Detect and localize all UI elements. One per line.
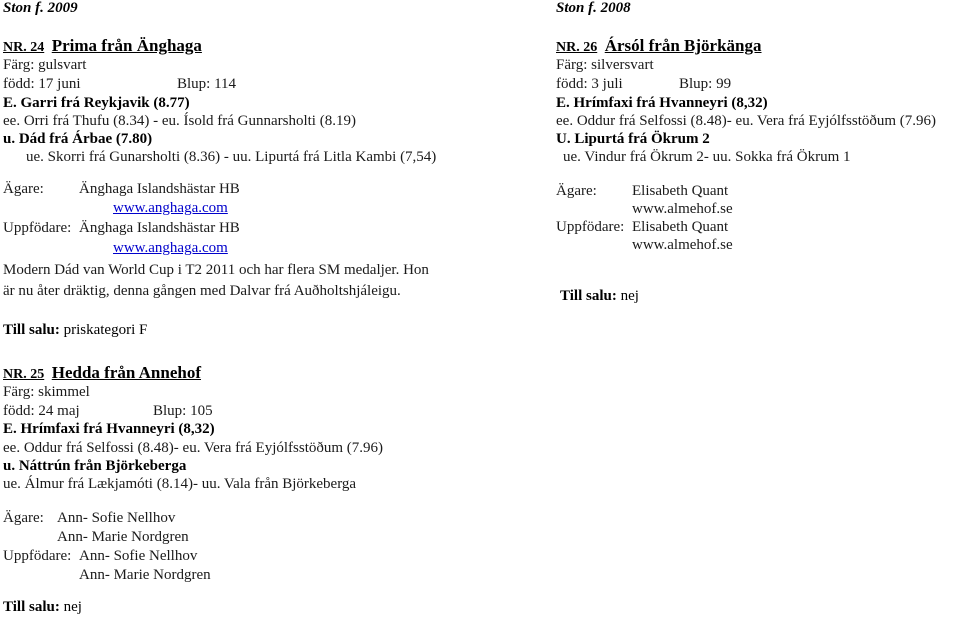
dam-line: u. Dád frá Árbae (7.80) — [3, 131, 153, 147]
dam-parents-line: ue. Vindur frá Ökrum 2- uu. Sokka frá Ökrum 1 — [563, 149, 851, 165]
color-line: Färg: silversvart — [556, 57, 654, 73]
dam-parents-line: ue. Álmur frá Lækjamóti (8.14)- uu. Vala från Björkeberga — [3, 476, 357, 492]
birth-line: född: 3 juli — [556, 76, 623, 92]
color-line: Färg: gulsvart — [3, 57, 87, 73]
breeder-name-2: Ann- Marie Nordgren — [79, 567, 211, 583]
horse-26-heading — [556, 37, 762, 56]
dam-parents-line: ue. Skorri frá Gunarsholti (8.36) - uu. Lipurtá frá Litla Kambi (7,54) — [26, 149, 437, 165]
breeder-name: Elisabeth Quant — [632, 219, 729, 235]
owner-name-2: Ann- Marie Nordgren — [57, 529, 189, 545]
sale-label: Till salu: — [3, 322, 60, 338]
birth-line: född: 17 juni — [3, 76, 81, 92]
sale-label: Till salu: — [3, 599, 60, 615]
breeder-website[interactable]: www.almehof.se — [632, 237, 733, 253]
color-line: Färg: skimmel — [3, 384, 90, 400]
owner-label: Ägare: — [3, 510, 44, 526]
birth-line: född: 24 maj — [3, 403, 80, 419]
sale-label: Till salu: — [560, 288, 617, 304]
blup-value: Blup: 105 — [153, 403, 213, 419]
sire-line: E. Garri frá Reykjavik (8.77) — [3, 95, 190, 111]
horse-25-heading — [3, 364, 201, 383]
section-heading-2008: Ston f. 2008 — [556, 0, 631, 16]
owner-label: Ägare: — [556, 183, 597, 199]
sire-parents-line: ee. Oddur frá Selfossi (8.48)- eu. Vera frá Eyjólfsstöðum (7.96) — [3, 440, 384, 456]
blup-value: Blup: 99 — [679, 76, 732, 92]
horse-name: Hedda från Annehof — [51, 363, 201, 382]
note-line-2: är nu åter dräktig, denna gången med Dalvar frá Auðholtshjáleigu. — [3, 283, 401, 299]
sire-parents-line: ee. Orri frá Thufu (8.34) - eu. Ísold frá Gunnarsholti (8.19) — [3, 113, 356, 129]
breeder-label: Uppfödare: — [3, 548, 72, 564]
owner-label: Ägare: — [3, 181, 44, 197]
owner-website-link[interactable]: www.anghaga.com — [113, 200, 228, 216]
owner-name: Elisabeth Quant — [632, 183, 729, 199]
breeder-name: Änghaga Islandshästar HB — [79, 220, 240, 236]
horse-name: Ársól från Björkänga — [604, 36, 762, 55]
horse-number: NR. 25 — [3, 367, 45, 382]
note-line-1: Modern Dád van World Cup i T2 2011 och har flera SM medaljer. Hon — [3, 262, 429, 278]
breeder-name-1: Ann- Sofie Nellhov — [79, 548, 198, 564]
sire-parents-line: ee. Oddur frá Selfossi (8.48)- eu. Vera frá Eyjólfsstöðum (7.96) — [556, 113, 937, 129]
breeder-label: Uppfödare: — [556, 219, 625, 235]
sale-status-24 — [3, 322, 147, 339]
sire-line: E. Hrímfaxi frá Hvanneyri (8,32) — [3, 421, 215, 437]
sire-line: E. Hrímfaxi frá Hvanneyri (8,32) — [556, 95, 768, 111]
horse-number: NR. 24 — [3, 40, 45, 55]
sale-status-26 — [560, 288, 639, 305]
owner-name: Änghaga Islandshästar HB — [79, 181, 240, 197]
horse-name: Prima från Änghaga — [51, 36, 202, 55]
owner-name-1: Ann- Sofie Nellhov — [57, 510, 176, 526]
sale-status-25 — [3, 599, 82, 616]
sale-value: priskategori F — [63, 322, 148, 338]
sale-value: nej — [620, 288, 639, 304]
owner-website[interactable]: www.almehof.se — [632, 201, 733, 217]
sale-value: nej — [63, 599, 82, 615]
horse-24-heading — [3, 37, 202, 56]
breeder-label: Uppfödare: — [3, 220, 72, 236]
blup-value: Blup: 114 — [177, 76, 237, 92]
dam-line: u. Náttrún från Björkeberga — [3, 458, 187, 474]
horse-number: NR. 26 — [556, 40, 598, 55]
section-heading-2009: Ston f. 2009 — [3, 0, 78, 16]
dam-line: U. Lipurtá frá Ökrum 2 — [556, 131, 710, 147]
breeder-website-link[interactable]: www.anghaga.com — [113, 240, 228, 256]
